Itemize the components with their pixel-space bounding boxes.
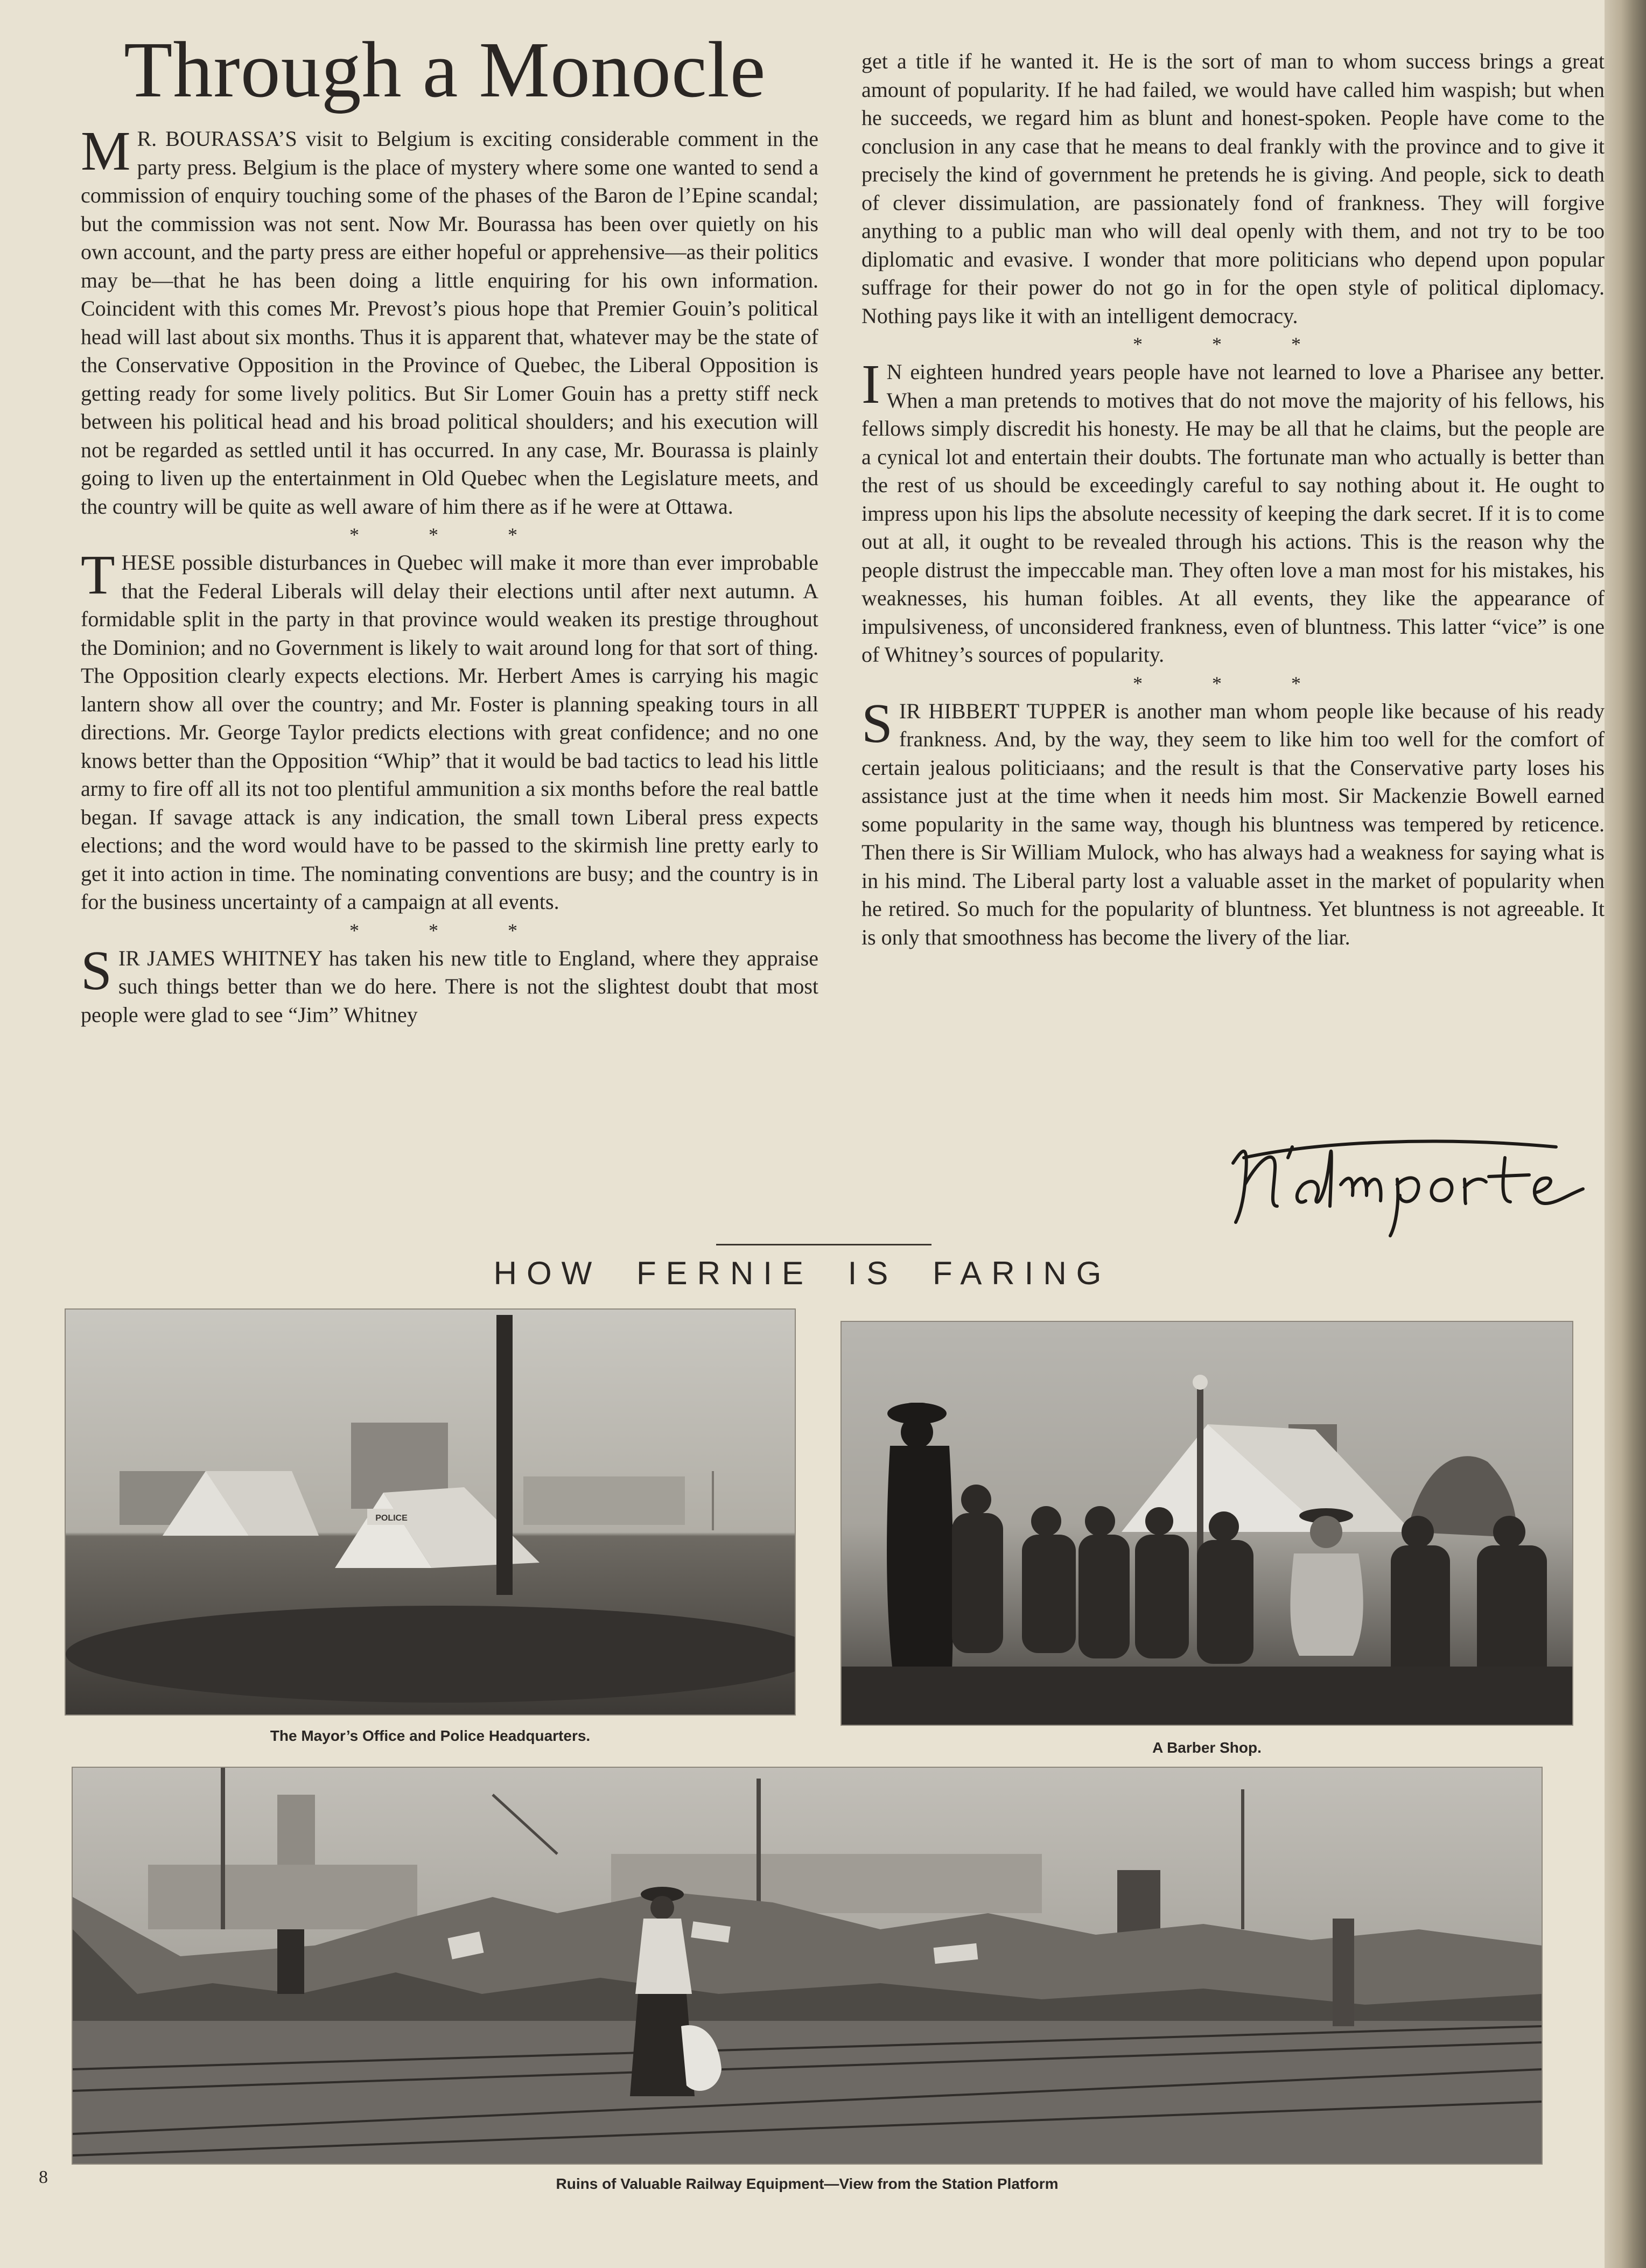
section-separator: * * * <box>1133 333 1333 355</box>
paragraph-quebec-elections <box>81 544 818 916</box>
photo-barber-shop <box>842 1322 1572 1725</box>
paragraph-text: R. BOURASSA’S visit to Belgium is exciting considerable comment in the party press. Belgium is the place of mystery where some one wanted to send a commission of enquiry touching some of the phases of the Baron de l’Epine scandal; but the commission was not sent. Now Mr. Bourassa has been over quietly on his own account, and the party press are either hopeful or apprehensive—as their politics may be—that he has been doing a little enquiring for his own information. Coincident with this comes Mr. Prevost’s pious hope that Premier Gouin’s political head will last about six months. Thus it is apparent that, whatever may be the state of the Conservative Opposition in the Province of Quebec, the Liberal Opposition is getting ready for some lively politics. But Sir Lomer Gouin has a pretty stiff neck between his political head and his broad political shoulders; and his execution will not be regarded as settled until it has occurred. In any case, Mr. Bourassa is plainly going to liven up the entertainment in Old Quebec when the Legislature meets, and the country will be quite as well aware of him there as if he were at Ottawa. <box>81 127 818 519</box>
caption-mayors-office: The Mayor’s Office and Police Headquarters. <box>270 1727 591 1744</box>
drop-cap: T <box>81 544 115 606</box>
paragraph-tupper <box>861 692 1605 952</box>
left-column <box>81 120 818 1029</box>
section-title: HOW FERNIE IS FARING <box>493 1255 1111 1291</box>
paragraph-text: IR JAMES WHITNEY has taken his new title to England, where they appraise such things better than we do here. There is not the slightest doubt that most people were glad to see “Jim” Whitney <box>81 946 818 1027</box>
drop-cap: S <box>81 939 112 1002</box>
page-headline: Through a Monocle <box>124 26 766 114</box>
tent-police-sign: POLICE <box>375 1514 408 1523</box>
drop-cap: M <box>81 120 131 182</box>
author-signature <box>1211 1125 1588 1238</box>
page-binding-edge <box>1605 0 1646 2268</box>
paragraph-whitney-continued: get a title if he wanted it. He is the sort of man to whom success brings a great amount of popularity. If he had failed, we would have called him waspish; but when he succeeds, we regard him as blunt and honest-spoken. People have come to the conclusion in any case that he means to deal frankly with the province and to give it precisely the kind of government he pretends he is giving. And people, sick to death of clever dissimulation, are passionately fond of frankness. They will forgive anything to a public man who will deal openly with them, and not try to be too diplomatic and evasive. I wonder that more politicians who depend upon popular suffrage for their power do not go in for the open style of political diplomacy. Nothing pays like it with an intelligent democracy. <box>861 49 1605 328</box>
section-separator: * * * <box>349 524 550 545</box>
paragraph-text: IR HIBBERT TUPPER is another man whom people like because of his ready frankness. And, by the way, they seem to like him too well for the comfort of certain jealous politiciaans; and the result is that the Conservative party loses his assistance just at the time when it needs him most. Sir Mackenzie Bowell earned some popularity in the same way, though his bluntness was tempered by reticence. Then there is Sir William Mulock, who has always had a weakness for saying what is in his mind. The Liberal party lost a valuable asset in the market of popularity when he retired. So much for the popularity of bluntness. Yet bluntness is not agreeable. It is only that smoothness has become the livery of the liar. <box>861 698 1605 949</box>
caption-railway-ruins: Ruins of Valuable Railway Equipment—View from the Station Platform <box>556 2175 1059 2192</box>
page-number: 8 <box>39 2167 48 2187</box>
right-column <box>861 47 1605 951</box>
photo-railway-ruins <box>73 1768 1542 2164</box>
paragraph-text: N eighteen hundred years people have not learned to love a Pharisee any better. When a man pretends to motives that do not move the majority of his fellows, his fellows simply discredit his honesty. He may be all that he claims, but the people are a cynical lot and entertain their doubts. The fortunate man who actually is better than the rest of us should be exceedingly careful to say nothing about it. He ought to impress upon his lips the absolute necessity of keeping the dark secret. If it is to come out at all, it ought to be revealed through his actions. This is the reason why the people distrust the impeccable man. They often love a man most for his mistakes, his weaknesses, his human foibles. At all events, they like the appearance of impulsiveness, of unconsidered frankness, even of bluntness. This latter “vice” is one of Whitney’s sources of popularity. <box>861 360 1605 667</box>
section-separator: * * * <box>349 919 550 941</box>
paragraph-text: HESE possible disturbances in Quebec will make it more than ever improbable that the Federal Liberals will delay their elections until after next autumn. A formidable split in the party in that province would weaken its prestige throughout the Dominion; and no Government is likely to wait around long for that sort of thing. The Opposition clearly expects elections. Mr. Herbert Ames is carrying his magic lantern show all over the country; and Mr. Foster is planning speaking tours in all directions. Mr. George Taylor predicts elections with great confidence; and no one knows better than the Opposition “Whip” that it would be bad tactics to lead his little army to fire off all its not too plentiful ammunition a six months before the real battle began. If savage attack is any indication, the small town Liberal press expects elections; and the word would have to be passed to the skirmish line pretty early to get it into action in time. The nominating conventions are busy; and the country is in for the business uncertainty of a campaign at all events. <box>81 550 818 914</box>
drop-cap: I <box>861 353 880 415</box>
photo-mayors-office <box>66 1310 795 1714</box>
section-separator: * * * <box>1133 672 1333 694</box>
paragraph-pharisee <box>861 353 1605 669</box>
section-rule <box>716 1244 931 1245</box>
drop-cap: S <box>861 692 893 754</box>
paragraph-whitney <box>81 939 818 1030</box>
caption-barber-shop: A Barber Shop. <box>1152 1739 1262 1756</box>
paragraph-bourassa <box>81 120 818 521</box>
